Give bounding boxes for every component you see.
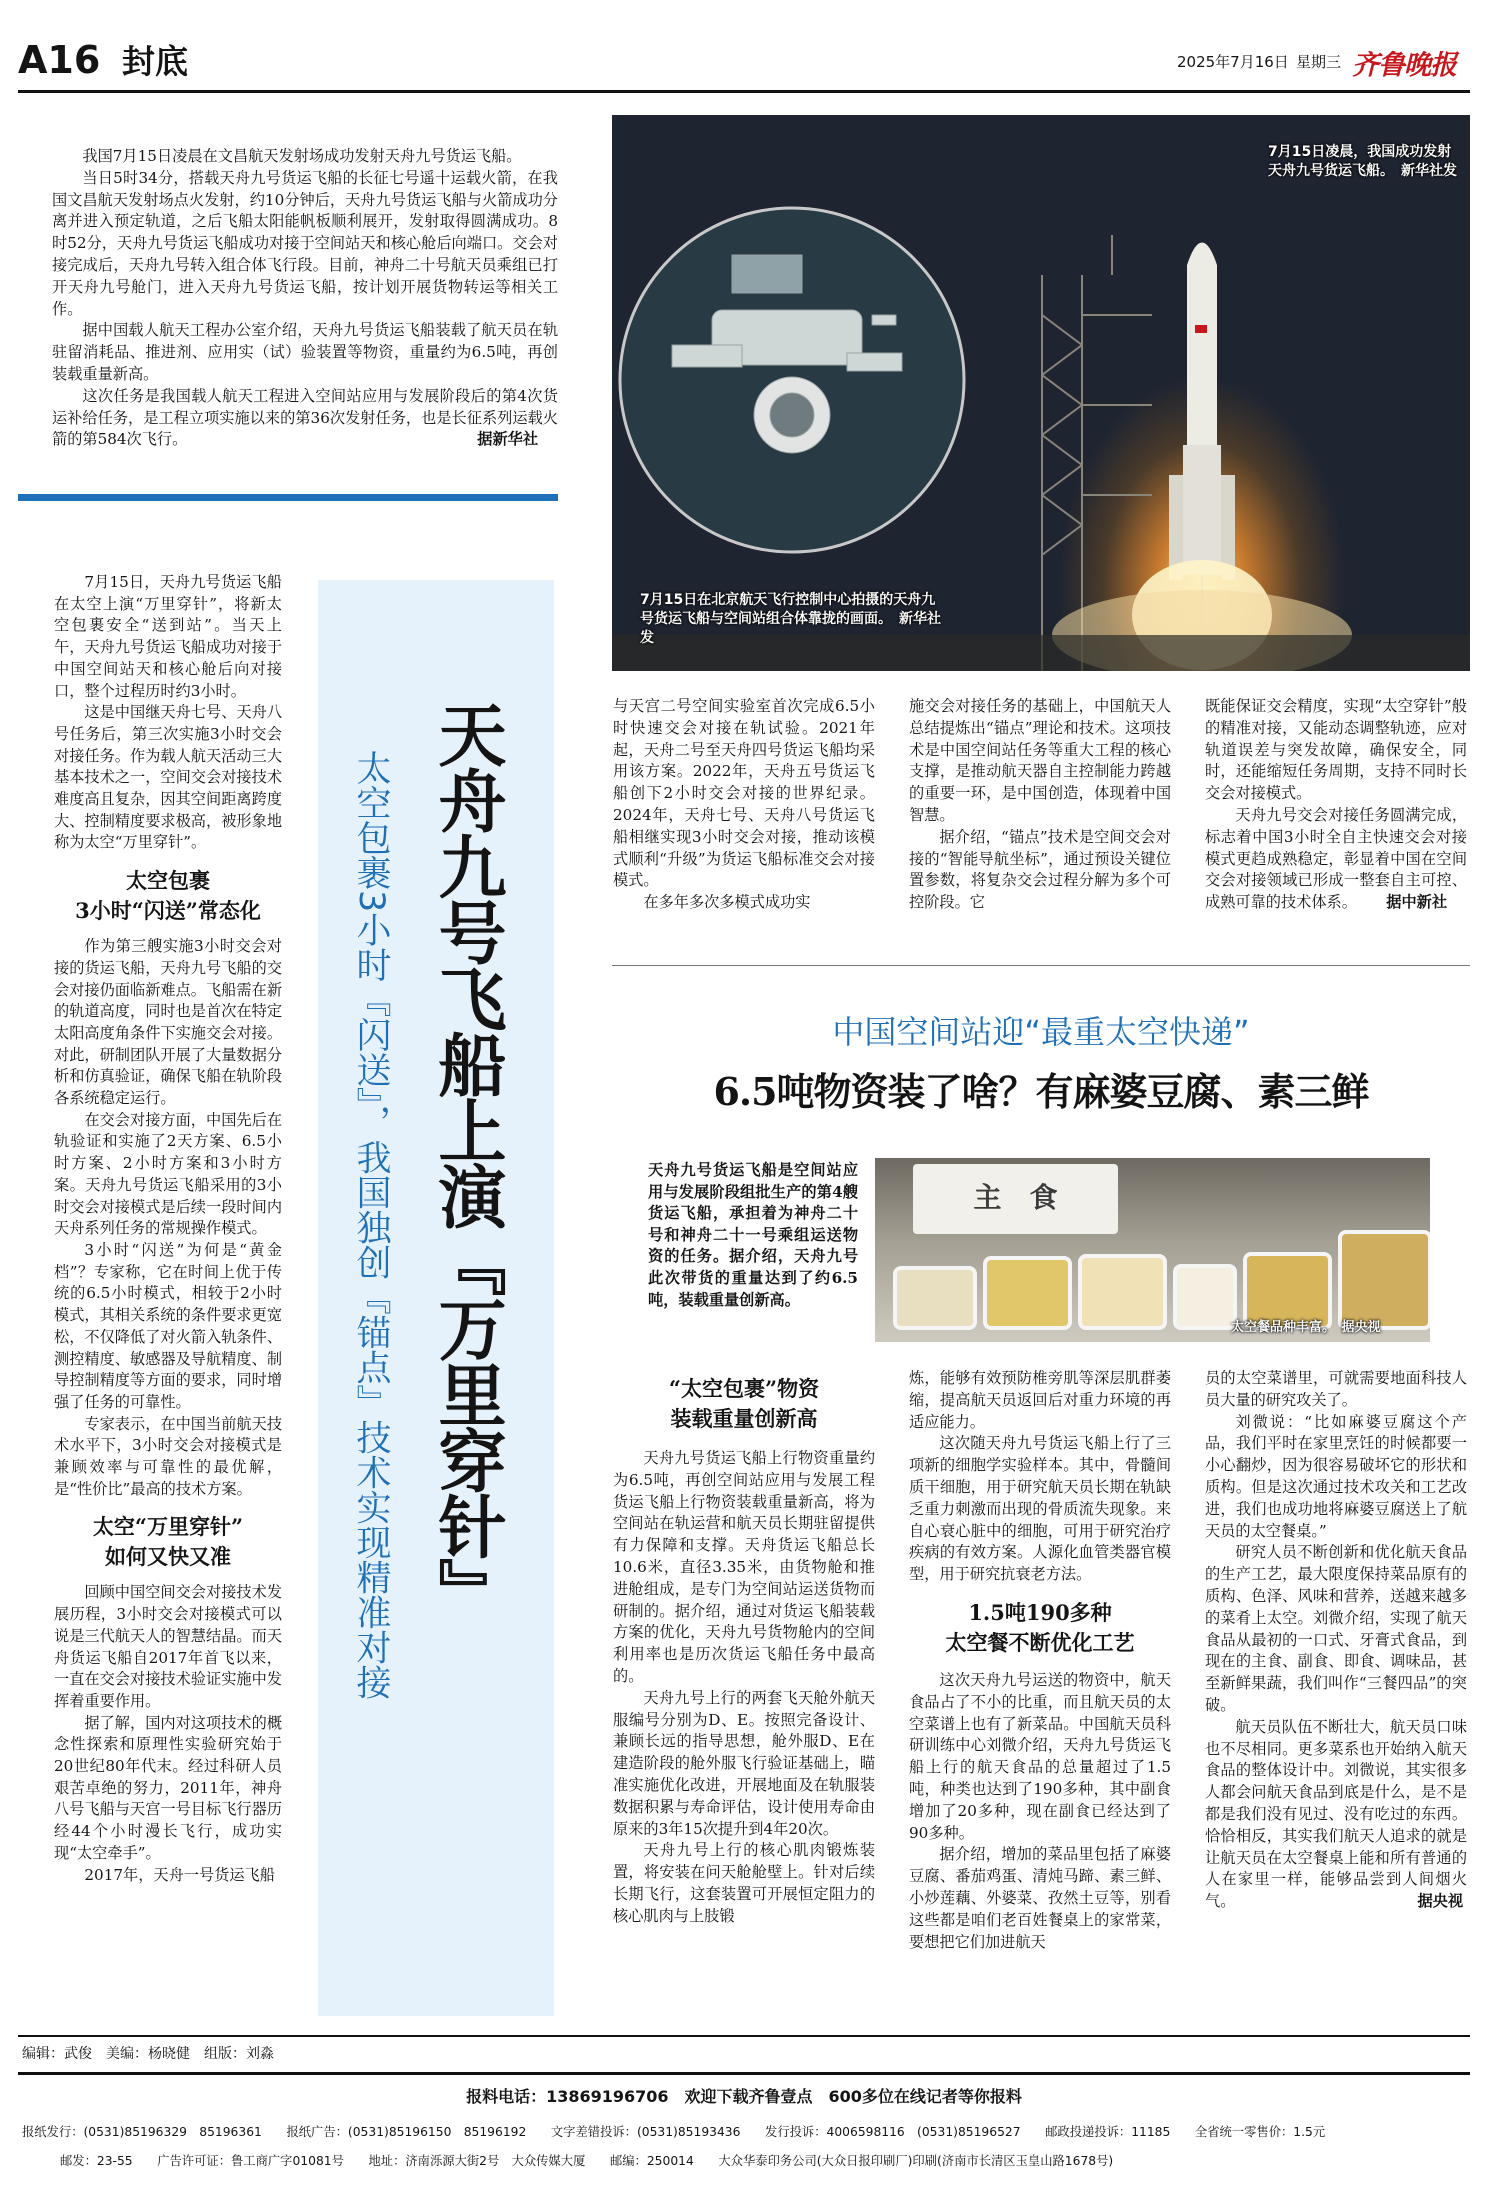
left-p3: 作为第三艘实施3小时交会对接的货运飞船，天舟九号飞船的交会对接仍面临新难点。飞船需在新的轨道高度，同时也是首次在特定太阳高度角条件下实施交会对接。对此，研制团队开展了大量数据分析和仿真验证，确保飞船在轨阶段各系统稳定运行。	[54, 937, 282, 1108]
page-header	[0, 0, 1488, 90]
news-p1: 我国7月15日凌晨在文昌航天发射场成功发射天舟九号货运飞船。	[82, 147, 522, 165]
left-p7: 回顾中国空间交会对接技术发展历程，3小时交会对接模式可以说是三代航天人的智慧结晶。而天舟货运飞船自2017年首飞以来，一直在交会对接技术验证实施中发挥着重要作用。	[54, 1583, 282, 1710]
food-col-3	[1205, 1368, 1467, 1913]
header-date: 2025年7月16日	[1177, 53, 1289, 71]
food-d2: 刘微说：“比如麻婆豆腐这个产品，我们平时在家里烹饪的时候都要一小心翻炒，因为很容易破坏它的形状和质构。但是这次通过技术攻关和工艺改进，我们也成功地将麻婆豆腐送上了航天员的太空餐桌。”	[1205, 1412, 1467, 1540]
food-d4: 航天员队伍不断壮大，航天员口味也不尽相同。更多菜系也开始纳入航天食品的整体设计中。刘微说，其实很多人都会问航天食品到底是什么，是不是都是我们没有见过、没有吃过的东西。恰恰相反，其实我们航天人追求的就是让航天员在太空餐桌上能和所有普通的人在家里一样，能够品尝到人间烟火气。	[1205, 1717, 1467, 1911]
headline-sub: 太空包裹3小时『闪送』，我国独创『锚点』技术实现精准对接	[351, 750, 391, 1700]
food-photo-label: 主 食	[973, 1181, 1058, 1214]
cont-col-3	[1205, 696, 1467, 914]
food-col-1	[613, 1374, 875, 1928]
food-a3: 天舟九号上行的核心肌肉锻炼装置，将安装在问天舱舱壁上。针对后续长期飞行，这套装置可开展恒定阻力的核心肌肉与上肢锻	[613, 1841, 875, 1925]
food-d1: 员的太空菜谱里，可就需要地面科技人员大量的研究攻关了。	[1205, 1369, 1467, 1409]
food-subhead-1	[613, 1374, 875, 1434]
food-col-2	[909, 1368, 1171, 1953]
food-a2: 天舟九号上行的两套飞天舱外航天服编号分别为D、E。按照完备设计、兼顾长远的指导思想，舱外服D、E在建造阶段的舱外服飞行验证基础上，瞄准实施优化改进，开展地面及在轨服装数据积累与寿命评估，设计使用寿命由原来的3年15次提升到4年20次。	[613, 1688, 875, 1838]
rocket	[1169, 243, 1235, 581]
editor-rule	[18, 2035, 1470, 2037]
food-kicker: 中国空间站迎“最重太空快递”	[832, 1013, 1250, 1051]
launch-scene-svg	[612, 115, 1470, 671]
left-p5: 3小时“闪送”为何是“黄金档”？专家称，它在时间上优于传统的6.5小时模式，相较于2小时模式，其相关系统的条件要求更宽松，不仅降低了对火箭入轨条件、测控精度、敏感器及导航精度、制导控制精度等方面的要求，同时增强了任务的可靠性。	[54, 1240, 282, 1411]
news-p3: 据中国载人航天工程办公室介绍，天舟九号货运飞船装载了航天员在轨驻留消耗品、推进剂、应用实（试）验装置等物资，重量约为6.5吨，再创装载重量新高。	[52, 321, 558, 383]
left-subhead-1-line1: 太空包裹	[126, 868, 210, 894]
left-p2: 这是中国继天舟七号、天舟八号任务后，第三次实施3小时交会对接任务。作为载人航天活动三大基本技术之一，空间交会对接技术难度高且复杂，因其空间距离跨度大、控制精度要求极高，被形象地称为太空“万里穿针”。	[54, 703, 282, 852]
food-b4: 据介绍，增加的菜品里包括了麻婆豆腐、番茄鸡蛋、清炖马蹄、素三鲜、小炒莲藕、外婆菜、孜然土豆等，别看这些都是咱们老百姓餐桌上的家常菜，要想把它们加进航天	[909, 1845, 1171, 1951]
food-subhead-2	[909, 1598, 1171, 1658]
cont-c1a: 与天宫二号空间实验室首次完成6.5小时快速交会对接在轨试验。2021年起，天舟二号至天舟四号货运飞船均采用该方案。2022年，天舟五号货运飞船创下2小时交会对接的世界纪录。2024年，天舟七号、天舟八号货运飞船相继实现3小时交会对接，推动该模式顺利“升级”为货运飞船标准交会对接模式。	[613, 697, 875, 890]
section-name: 封底	[122, 42, 188, 81]
headline-main: 天舟九号飞船上演『万里穿针』	[427, 700, 507, 1624]
food-packages-svg	[875, 1158, 1430, 1342]
left-column	[54, 572, 282, 1886]
cont-col-1	[613, 696, 875, 914]
left-p4: 在交会对接方面，中国先后在轨验证和实施了2天方案、6.5小时方案、2小时方案和3小时方案。天舟九号货运飞船采用的3小时交会对接模式是后续一段时间内天舟系列任务的常规操作模式。	[54, 1110, 282, 1238]
food-subhead-2-line2: 太空餐不断优化工艺	[945, 1629, 1135, 1655]
left-subhead-2-line2: 如何又快又准	[105, 1544, 231, 1570]
header-rule	[18, 90, 1470, 93]
left-subhead-2	[54, 1512, 282, 1572]
left-p9: 2017年，天舟一号货运飞船	[84, 1865, 275, 1884]
editor-line: 编辑：武俊 美编：杨晓健 组版：刘淼	[22, 2046, 274, 2062]
left-subhead-2-line1: 太空“万里穿针”	[92, 1514, 244, 1540]
food-d3: 研究人员不断创新和优化航天食品的生产工艺，最大限度保持菜品原有的质构、色泽、风味和营养，送越来越多的菜肴上太空。刘微介绍，实现了航天食品从最初的一口式、牙膏式食品，到现在的主食、副食、即食、调味品，甚至新鲜果蔬，我们叫作“三餐四品”的突破。	[1205, 1543, 1467, 1714]
food-lead: 天舟九号货运飞船是空间站应用与发展阶段组批生产的第4艘货运飞船，承担着为神舟二十号和神舟二十一号乘组运送物资的任务。据介绍，天舟九号此次带货的重量达到了约6.5吨，装载重量创新高。	[648, 1161, 858, 1309]
news-p2: 当日5时34分，搭载天舟九号货运飞船的长征七号遥十运载火箭，在我国文昌航天发射场点火发射，约10分钟后，天舟九号货运飞船与火箭成功分离并进入预定轨道，之后飞船太阳能帆板顺利展开，发射取得圆满成功。8时52分，天舟九号货运飞船成功对接于空间站天和核心舱后向端口。交会对接完成后，天舟九号转入组合体飞行段。目前，神舟二十号航天员乘组已打开天舟九号舱门，进入天舟九号货运飞船，按计划开展货物转运等相关工作。	[52, 168, 558, 318]
inset-caption: 7月15日在北京航天飞行控制中心拍摄的天舟九号货运飞船与空间站组合体靠拢的画面。 新华社发	[640, 592, 941, 646]
news-byline: 据新华社	[477, 430, 538, 449]
food-subhead-2-line1: 1.5吨190多种	[968, 1599, 1112, 1625]
cont-divider	[612, 965, 1470, 966]
food-subhead-1-line1: “太空包裹”物资	[668, 1376, 820, 1401]
food-b3: 这次天舟九号运送的物资中，航天食品占了不小的比重，而且航天员的太空菜谱上也有了新菜品。中国航天员科研训练中心刘微介绍，天舟九号货运飞船上行的航天食品的总量超过了1.5吨，种类也达到了190多种，其中副食增加了20多种，现在副食已经达到了90多种。	[909, 1670, 1171, 1842]
footer-rule	[18, 2072, 1470, 2075]
food-a1: 天舟九号货运飞船上行物资重量约为6.5吨，再创空间站应用与发展工程货运飞船上行物资装载重量新高，将为空间站在轨运营和航天员长期驻留提供有力保障和支撑。天舟货运飞船总长10.6米，直径3.35米，由货物舱和推进舱组成，是专门为空间站运送货物而研制的。据介绍，通过对货运飞船装载方案的优化，天舟九号货物舱内的空间利用率也是历次货运飞船任务中最高的。	[613, 1449, 875, 1685]
left-subhead-1-line2: 3小时“闪送”常态化	[75, 898, 261, 924]
news-blue-bar	[18, 494, 558, 501]
food-b2: 这次随天舟九号货运飞船上行了三项新的细胞学实验样本。其中，骨髓间质干细胞，用于研究航天员长期在轨缺乏重力刺激而出现的骨质流失现象。来自心衰心脏中的细胞，可用于研究治疗疾病的有效方案。人源化血管类器官模型，用于研究抗衰老方法。	[909, 1434, 1171, 1584]
launch-photo	[612, 115, 1470, 671]
footer-contacts: 报纸发行：(0531)85196329 85196361 报纸广告：(0531)85196150 85196192 文字差错投诉：(0531)85193436 发行投诉：4006598116 (0531)85196527 邮政投递投诉：11185 全省统一零售价：1.5元	[22, 2125, 1326, 2139]
left-p8: 据了解，国内对这项技术的概念性探索和原理性实验研究始于20世纪80年代末。经过科研人员艰苦卓绝的努力，2011年，神舟八号飞船与天宫一号目标飞行器历经44个小时漫长飞行，成功实现“太空牵手”。	[54, 1713, 282, 1862]
page-number: A16	[18, 38, 101, 82]
footer-address: 邮发：23-55 广告许可证：鲁工商广字01081号 地址：济南泺源大街2号 大众传媒大厦 邮编：250014 大众华泰印务公司(大众日报印刷厂)印刷(济南市长清区玉皇山路1678号)	[60, 2154, 1114, 2168]
food-title: 6.5吨物资装了啥？有麻婆豆腐、素三鲜	[713, 1069, 1369, 1114]
food-subhead-1-line2: 装载重量创新高	[670, 1406, 818, 1431]
header-weekday: 星期三	[1296, 53, 1342, 71]
cont-col-2	[909, 696, 1171, 914]
news-article	[52, 146, 558, 451]
footer-hotline: 报料电话：13869196706 欢迎下载齐鲁壹点 600多位在线记者等你报料	[466, 2087, 1022, 2106]
food-byline: 据央视	[1417, 1891, 1463, 1910]
food-photo-caption: 太空餐品种丰富。 据央视	[1231, 1320, 1381, 1335]
food-b1: 炼，能够有效预防椎旁肌等深层肌群萎缩，提高航天员返回后对重力环境的再适应能力。	[909, 1369, 1171, 1431]
food-photo	[875, 1158, 1430, 1342]
paper-logo: 齐鲁晚报	[1352, 50, 1456, 81]
cont-c2b: 据介绍，“锚点”技术是空间交会对接的“智能导航坐标”，通过预设关键位置参数，将复杂交会过程分解为多个可控阶段。它	[909, 827, 1171, 912]
news-p4: 这次任务是我国载人航天工程进入空间站应用与发展阶段后的第4次货运补给任务，是工程立项实施以来的第36次发射任务，也是长征系列运载火箭的第584次飞行。	[52, 386, 558, 449]
cont-c3a: 既能保证交会精度，实现“太空穿针”般的精准对接，又能动态调整轨迹，应对轨道误差与突发故障，确保安全，同时，还能缩短任务周期，支持不同时长交会对接模式。	[1205, 697, 1467, 803]
left-p6: 专家表示，在中国当前航天技术水平下，3小时交会对接模式是兼顾效率与可靠性的最优解，是“性价比”最高的技术方案。	[54, 1414, 282, 1498]
left-p1: 7月15日，天舟九号货运飞船在太空上演“万里穿针”，将新太空包裹安全“送到站”。当天上午，天舟九号货运飞船成功对接于中国空间站天和核心舱后向对接口，整个过程历时约3小时。	[54, 573, 282, 700]
left-subhead-1	[54, 866, 282, 926]
cont-c3b: 天舟九号交会对接任务圆满完成，标志着中国3小时全自主快速交会对接模式更趋成熟稳定，彰显着中国在空间交会对接领域已形成一整套自主可控、成熟可靠的技术体系。	[1205, 805, 1467, 912]
cont-byline: 据中新社	[1386, 892, 1447, 911]
cont-c2a: 施交会对接任务的基础上，中国航天人总结提炼出“锚点”理论和技术。这项技术是中国空间站任务等重大工程的核心支撑，是推动航天器自主控制能力跨越的重要一环，是中国创造，体现着中国智慧。	[909, 697, 1171, 824]
photo-caption: 7月15日凌晨，我国成功发射天舟九号货运飞船。 新华社发	[1268, 144, 1457, 179]
headline-box	[318, 580, 554, 2016]
cont-c1b: 在多年多次多模式成功实	[643, 893, 811, 912]
